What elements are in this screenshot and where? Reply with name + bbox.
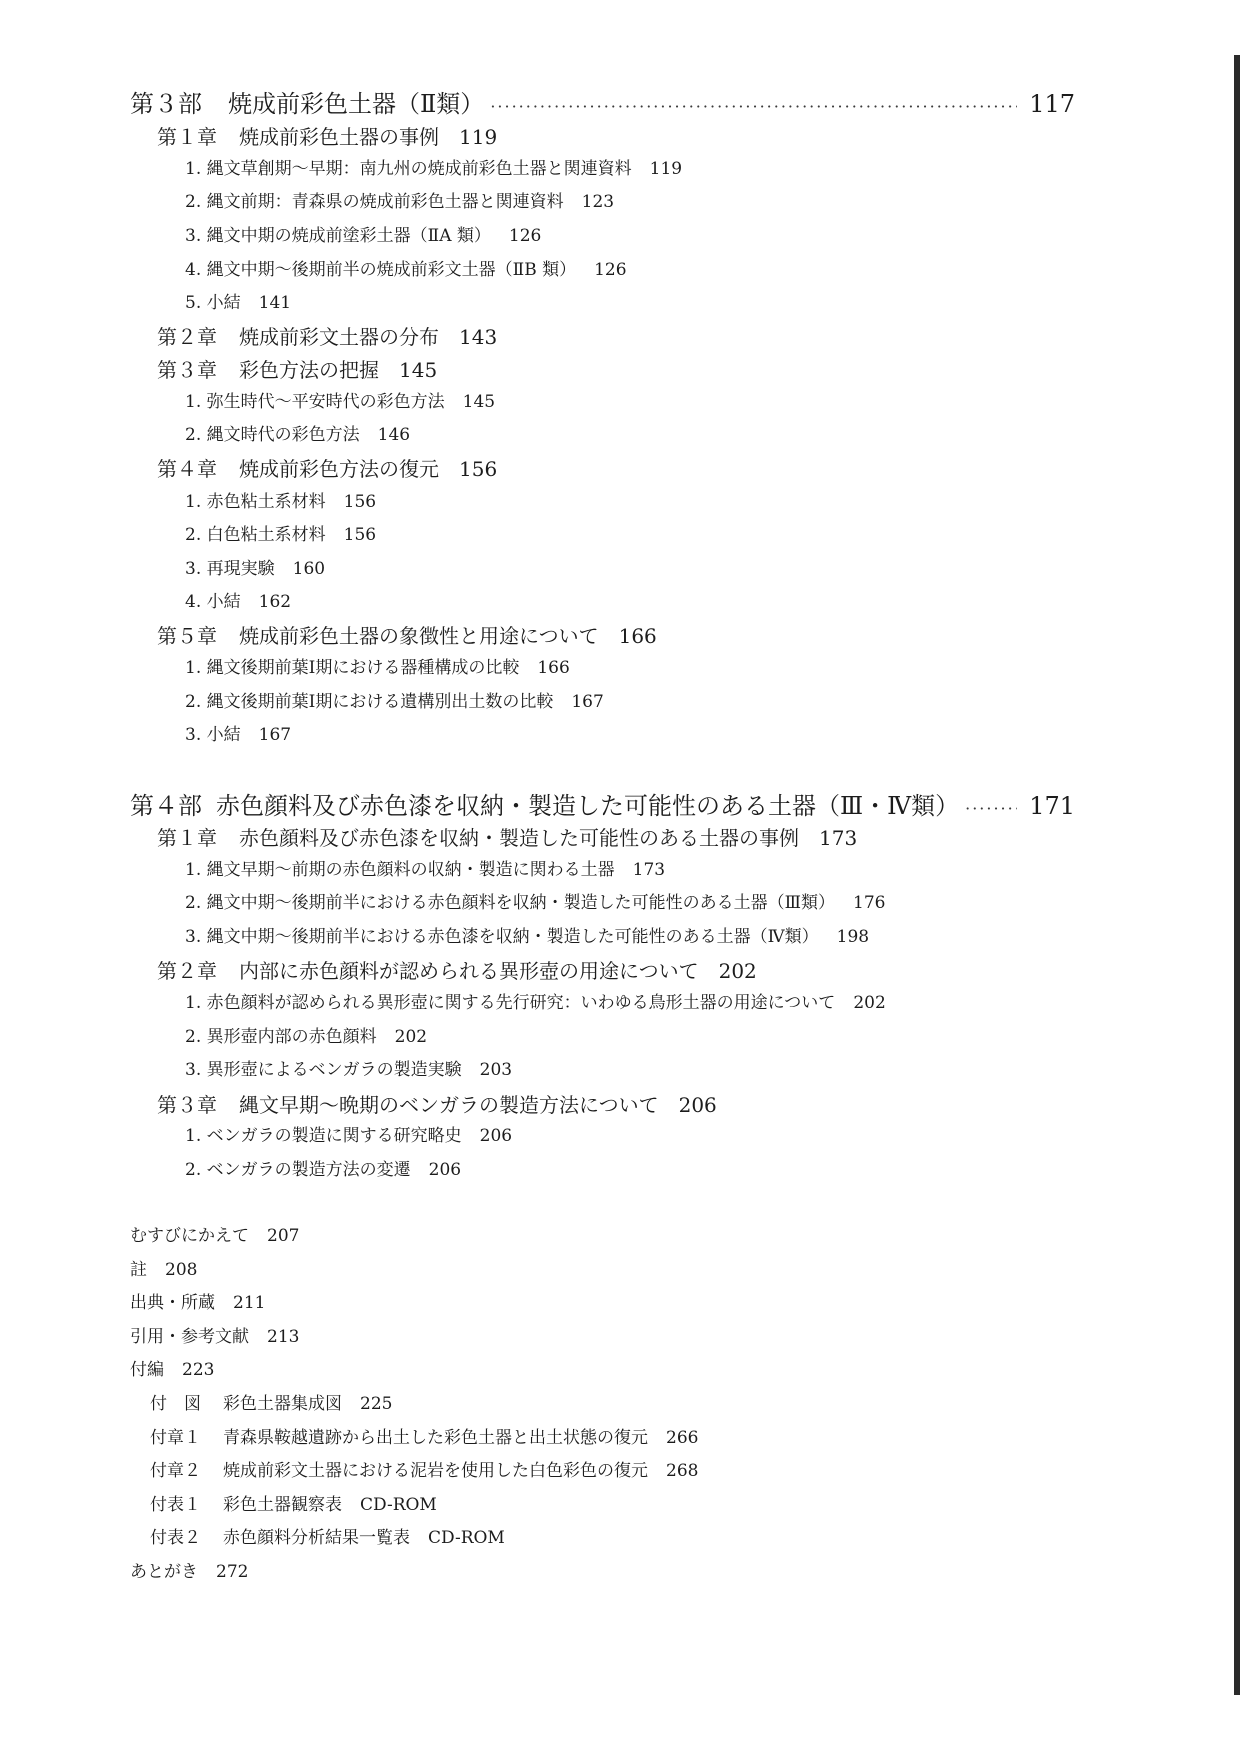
section-number: 1. <box>185 1126 202 1146</box>
section-page: 167 <box>258 725 292 745</box>
toc-section <box>185 594 291 611</box>
toc-section <box>185 262 627 279</box>
section-number: 1. <box>185 159 202 179</box>
section-page: 202 <box>853 993 886 1013</box>
section-title: 小結 <box>206 293 241 313</box>
toc-appendix-item <box>150 1396 392 1413</box>
section-number: 1. <box>185 658 202 678</box>
toc-section <box>185 929 869 946</box>
toc-section <box>185 394 495 411</box>
section-title: 縄文中期～後期前半における赤色漆を収納・製造した可能性のある土器（Ⅳ類） <box>206 927 819 947</box>
section-page: 173 <box>632 860 666 880</box>
chapter-title: 焼成前彩文土器の分布 <box>239 325 439 349</box>
chapter-label: 第２章 <box>157 959 217 983</box>
section-page: 119 <box>649 159 683 179</box>
section-title: 縄文早期～前期の赤色顔料の収納・製造に関わる土器 <box>206 860 615 880</box>
section-title: 弥生時代～平安時代の彩色方法 <box>206 392 445 412</box>
toc-chapter <box>157 961 757 981</box>
toc-afterword <box>130 1564 248 1581</box>
afterword-page: 272 <box>216 1562 249 1582</box>
chapter-page: 119 <box>459 125 498 149</box>
section-number: 2. <box>185 893 202 913</box>
section-number: 3. <box>185 1060 202 1080</box>
section-number: 4. <box>185 260 202 280</box>
section-number: 2. <box>185 1027 202 1047</box>
part-title: 焼成前彩色土器（Ⅱ類） <box>228 90 485 118</box>
chapter-title: 焼成前彩色方法の復元 <box>239 457 439 481</box>
section-page: 202 <box>394 1027 428 1047</box>
toc-section <box>185 1128 512 1145</box>
section-page: 203 <box>479 1060 513 1080</box>
section-title: 白色粘土系材料 <box>206 525 326 545</box>
toc-chapter <box>157 127 497 147</box>
toc-section <box>185 228 541 245</box>
section-number: 3. <box>185 559 202 579</box>
chapter-label: 第２章 <box>157 325 217 349</box>
toc-section <box>185 561 325 578</box>
section-number: 3. <box>185 725 202 745</box>
chapter-label: 第３章 <box>157 1093 217 1117</box>
section-page: 156 <box>343 525 377 545</box>
appendix-title: 焼成前彩文土器における泥岩を使用した白色彩色の復元 <box>223 1461 648 1481</box>
section-page: 126 <box>594 260 627 280</box>
back-matter-page: 213 <box>267 1327 300 1347</box>
chapter-page: 173 <box>819 826 858 850</box>
appendix-label: 付表２ <box>150 1528 201 1548</box>
chapter-page: 206 <box>678 1093 717 1117</box>
chapter-title: 赤色顔料及び赤色漆を収納・製造した可能性のある土器の事例 <box>239 826 799 850</box>
section-page: 166 <box>537 658 570 678</box>
appendix-label: 付表１ <box>150 1495 201 1515</box>
chapter-label: 第１章 <box>157 125 217 149</box>
toc-section <box>185 995 886 1012</box>
chapter-title: 焼成前彩色土器の事例 <box>239 125 439 149</box>
section-number: 2. <box>185 425 202 445</box>
appendix-title: 赤色顔料分析結果一覧表 <box>223 1528 410 1548</box>
section-number: 3. <box>185 226 202 246</box>
toc-section <box>185 862 665 879</box>
section-number: 2. <box>185 525 202 545</box>
appendix-page: CD-ROM <box>428 1528 505 1548</box>
toc-back-matter <box>130 1329 299 1346</box>
page-edge-shadow <box>1234 55 1240 1695</box>
section-page: 146 <box>377 425 411 445</box>
section-page: 145 <box>462 392 496 412</box>
section-number: 2. <box>185 1160 202 1180</box>
section-title: 再現実験 <box>206 559 275 579</box>
toc-section <box>185 494 376 511</box>
section-page: 123 <box>581 192 615 212</box>
appendix-label: 付章１ <box>150 1428 201 1448</box>
back-matter-title: 註 <box>130 1260 147 1280</box>
appendix-label: 付章２ <box>150 1461 201 1481</box>
toc-chapter <box>157 459 497 479</box>
chapter-page: 143 <box>459 325 498 349</box>
toc-back-matter <box>130 1228 299 1245</box>
chapter-label: 第１章 <box>157 826 217 850</box>
toc-section <box>185 527 376 544</box>
part-label: 第４部 <box>130 792 202 820</box>
section-page: 162 <box>258 592 292 612</box>
toc-section <box>185 660 570 677</box>
section-page: 176 <box>853 893 886 913</box>
back-matter-page: 223 <box>182 1360 215 1380</box>
section-page: 141 <box>258 293 292 313</box>
toc-back-matter <box>130 1362 214 1379</box>
section-title: 縄文中期～後期前半の焼成前彩文土器（ⅡB 類） <box>206 260 577 280</box>
part-page: 117 <box>1029 90 1075 118</box>
section-number: 2. <box>185 192 202 212</box>
toc-back-matter <box>130 1262 197 1279</box>
appendix-page: 225 <box>360 1394 393 1414</box>
section-page: 126 <box>508 226 542 246</box>
appendix-label: 付 図 <box>150 1394 201 1414</box>
part-page: 171 <box>1029 792 1075 820</box>
toc-part-4 <box>130 794 1075 818</box>
toc-chapter <box>157 626 657 646</box>
back-matter-title: むすびにかえて <box>130 1226 249 1246</box>
toc-section <box>185 194 614 211</box>
section-title: 縄文中期～後期前半における赤色顔料を収納・製造した可能性のある土器（Ⅲ類） <box>206 893 836 913</box>
back-matter-page: 208 <box>165 1260 198 1280</box>
afterword-title: あとがき <box>130 1562 198 1582</box>
section-title: 縄文後期前葉Ⅰ期における器種構成の比較 <box>206 658 520 678</box>
toc-section <box>185 694 604 711</box>
toc-appendix-item <box>150 1463 698 1480</box>
toc-section <box>185 727 291 744</box>
chapter-page: 202 <box>718 959 757 983</box>
section-page: 156 <box>343 492 377 512</box>
chapter-title: 彩色方法の把握 <box>239 358 379 382</box>
leader-dots <box>490 99 1017 115</box>
section-title: 縄文前期：青森県の焼成前彩色土器と関連資料 <box>206 192 564 212</box>
back-matter-title: 出典・所蔵 <box>130 1293 215 1313</box>
toc-back-matter <box>130 1295 265 1312</box>
appendix-page: 266 <box>666 1428 699 1448</box>
section-title: 小結 <box>206 592 241 612</box>
section-title: ベンガラの製造方法の変遷 <box>206 1160 411 1180</box>
section-title: 異形壺内部の赤色顔料 <box>206 1027 377 1047</box>
toc-chapter <box>157 1095 717 1115</box>
chapter-page: 166 <box>618 624 657 648</box>
section-title: 赤色顔料が認められる異形壺に関する先行研究：いわゆる鳥形土器の用途について <box>206 993 836 1013</box>
toc-part-3 <box>130 92 1075 116</box>
appendix-title: 彩色土器集成図 <box>223 1394 342 1414</box>
section-title: 縄文中期の焼成前塗彩土器（ⅡA 類） <box>206 226 491 246</box>
toc-section <box>185 295 291 312</box>
section-page: 206 <box>479 1126 513 1146</box>
toc-section <box>185 895 886 912</box>
chapter-page: 145 <box>399 358 438 382</box>
section-number: 1. <box>185 492 202 512</box>
section-number: 1. <box>185 993 202 1013</box>
section-number: 2. <box>185 692 202 712</box>
toc-section <box>185 1029 427 1046</box>
chapter-page: 156 <box>459 457 498 481</box>
section-title: 小結 <box>206 725 241 745</box>
appendix-page: 268 <box>666 1461 699 1481</box>
chapter-label: 第３章 <box>157 358 217 382</box>
toc-chapter <box>157 327 497 347</box>
toc-appendix-item <box>150 1530 505 1547</box>
back-matter-title: 付編 <box>130 1360 164 1380</box>
toc-section <box>185 1162 461 1179</box>
leader-dots <box>965 801 1017 817</box>
section-title: 赤色粘土系材料 <box>206 492 326 512</box>
chapter-title: 内部に赤色顔料が認められる異形壺の用途について <box>239 959 699 983</box>
section-number: 1. <box>185 392 202 412</box>
toc-appendix-item <box>150 1430 698 1447</box>
section-number: 3. <box>185 927 202 947</box>
toc-chapter <box>157 360 437 380</box>
section-number: 1. <box>185 860 202 880</box>
chapter-label: 第５章 <box>157 624 217 648</box>
part-title: 赤色顔料及び赤色漆を収納・製造した可能性のある土器（Ⅲ・Ⅳ類） <box>216 792 960 820</box>
appendix-page: CD-ROM <box>360 1495 437 1515</box>
section-page: 198 <box>836 927 870 947</box>
toc-section <box>185 1062 512 1079</box>
section-page: 167 <box>571 692 604 712</box>
section-number: 5. <box>185 293 202 313</box>
back-matter-page: 211 <box>233 1293 266 1313</box>
section-page: 206 <box>428 1160 462 1180</box>
appendix-title: 彩色土器観察表 <box>223 1495 342 1515</box>
back-matter-title: 引用・参考文献 <box>130 1327 249 1347</box>
appendix-title: 青森県鞍越遺跡から出土した彩色土器と出土状態の復元 <box>223 1428 648 1448</box>
toc-section <box>185 427 410 444</box>
section-title: 縄文草創期～早期：南九州の焼成前彩色土器と関連資料 <box>206 159 632 179</box>
section-title: 縄文時代の彩色方法 <box>206 425 360 445</box>
toc-section <box>185 161 682 178</box>
chapter-title: 焼成前彩色土器の象徴性と用途について <box>239 624 599 648</box>
part-label: 第３部 <box>130 90 202 118</box>
section-title: 縄文後期前葉Ⅰ期における遺構別出土数の比較 <box>206 692 554 712</box>
chapter-title: 縄文早期～晩期のベンガラの製造方法について <box>239 1093 659 1117</box>
back-matter-page: 207 <box>267 1226 300 1246</box>
section-page: 160 <box>292 559 326 579</box>
toc-chapter <box>157 828 857 848</box>
section-number: 4. <box>185 592 202 612</box>
chapter-label: 第４章 <box>157 457 217 481</box>
toc-appendix-item <box>150 1497 437 1514</box>
section-title: ベンガラの製造に関する研究略史 <box>206 1126 462 1146</box>
section-title: 異形壺によるベンガラの製造実験 <box>206 1060 462 1080</box>
